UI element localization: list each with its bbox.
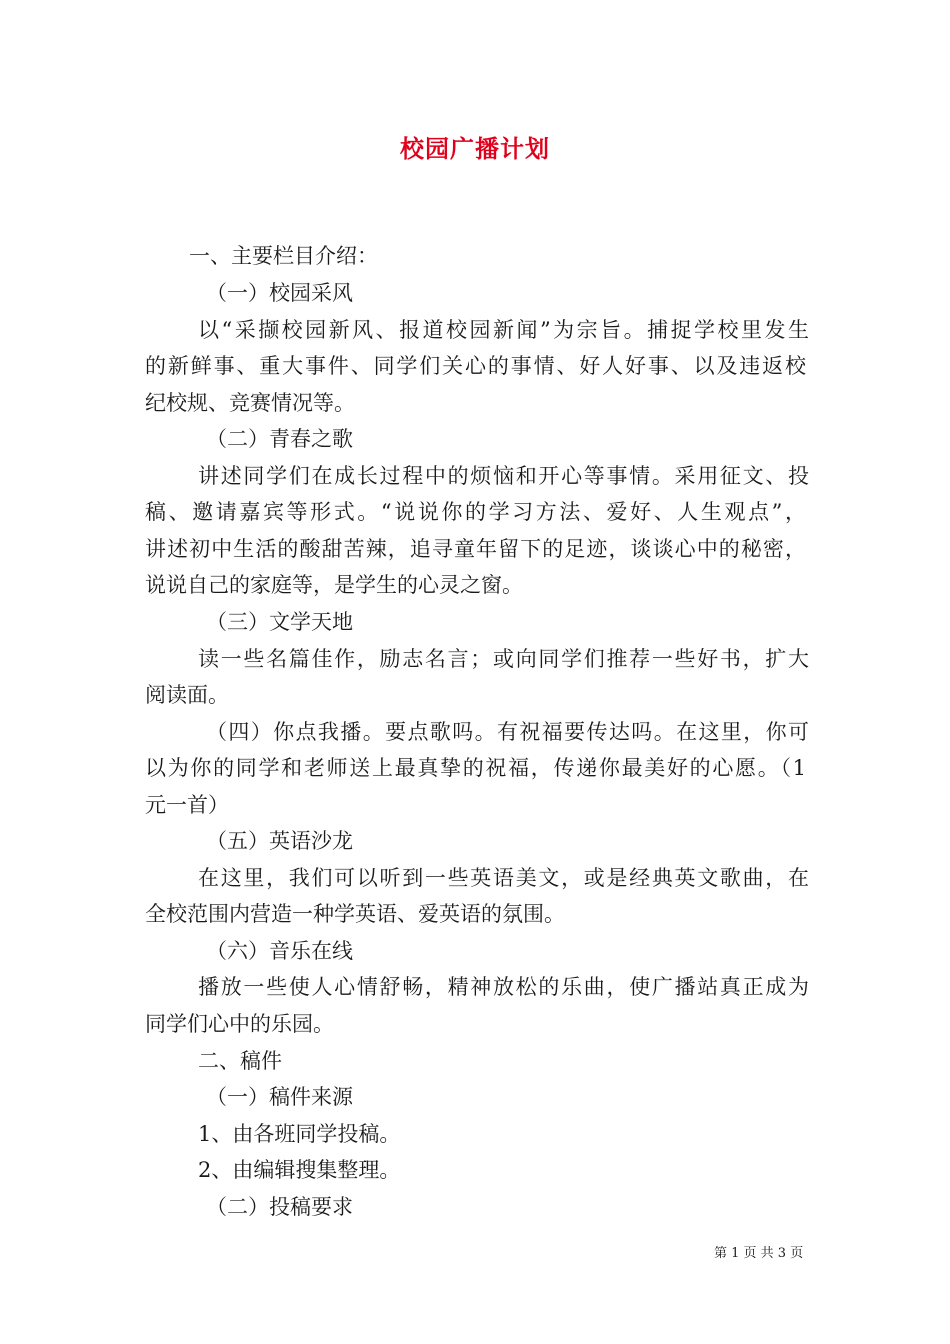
- list-item: 1、由各班同学投稿。: [198, 1122, 401, 1146]
- paragraph-line: 全校范围内营造一种学英语、爱英语的氛围。: [145, 902, 565, 926]
- subsection-heading: （一）稿件来源: [206, 1085, 353, 1109]
- paragraph-line: 稿、邀请嘉宾等形式。“说说你的学习方法、爱好、人生观点”，: [145, 500, 806, 524]
- paragraph-line: （四）你点我播。要点歌吗。有祝福要传达吗。在这里，你可: [206, 720, 809, 744]
- paragraph-line: 以为你的同学和老师送上最真挚的祝福，传递你最美好的心愿。（1: [145, 756, 806, 780]
- paragraph-line: 在这里，我们可以听到一些英语美文，或是经典英文歌曲，在: [198, 866, 809, 890]
- subsection-heading: （三）文学天地: [206, 610, 353, 634]
- paragraph-line: 阅读面。: [145, 683, 229, 707]
- subsection-heading: （一）校园采风: [206, 281, 353, 305]
- paragraph-line: 讲述同学们在成长过程中的烦恼和开心等事情。采用征文、投: [198, 464, 809, 488]
- subsection-heading: （六）音乐在线: [206, 939, 353, 963]
- paragraph-line: 说说自己的家庭等，是学生的心灵之窗。: [145, 573, 523, 597]
- paragraph-line: 播放一些使人心情舒畅，精神放松的乐曲，使广播站真正成为: [198, 975, 809, 999]
- paragraph-line: 纪校规、竞赛情况等。: [145, 391, 355, 415]
- page-number: 第 1 页 共 3 页: [714, 1246, 804, 1261]
- paragraph-line: 同学们心中的乐园。: [145, 1012, 334, 1036]
- document-title: 校园广播计划: [400, 134, 550, 163]
- paragraph-line: 讲述初中生活的酸甜苦辣，追寻童年留下的足迹，谈谈心中的秘密，: [145, 537, 806, 561]
- paragraph-line: 以“采撷校园新风、报道校园新闻”为宗旨。捕捉学校里发生: [198, 318, 809, 342]
- paragraph-line: 读一些名篇佳作，励志名言；或向同学们推荐一些好书，扩大: [198, 647, 809, 671]
- section-heading: 二、稿件: [198, 1049, 282, 1073]
- subsection-heading: （二）青春之歌: [206, 427, 353, 451]
- subsection-heading: （二）投稿要求: [206, 1195, 353, 1219]
- paragraph-line: 元一首）: [145, 793, 229, 817]
- list-item: 2、由编辑搜集整理。: [198, 1158, 401, 1182]
- section-heading: 一、主要栏目介绍：: [189, 244, 378, 268]
- subsection-heading: （五）英语沙龙: [206, 829, 353, 853]
- paragraph-line: 的新鲜事、重大事件、同学们关心的事情、好人好事、以及违返校: [145, 354, 806, 378]
